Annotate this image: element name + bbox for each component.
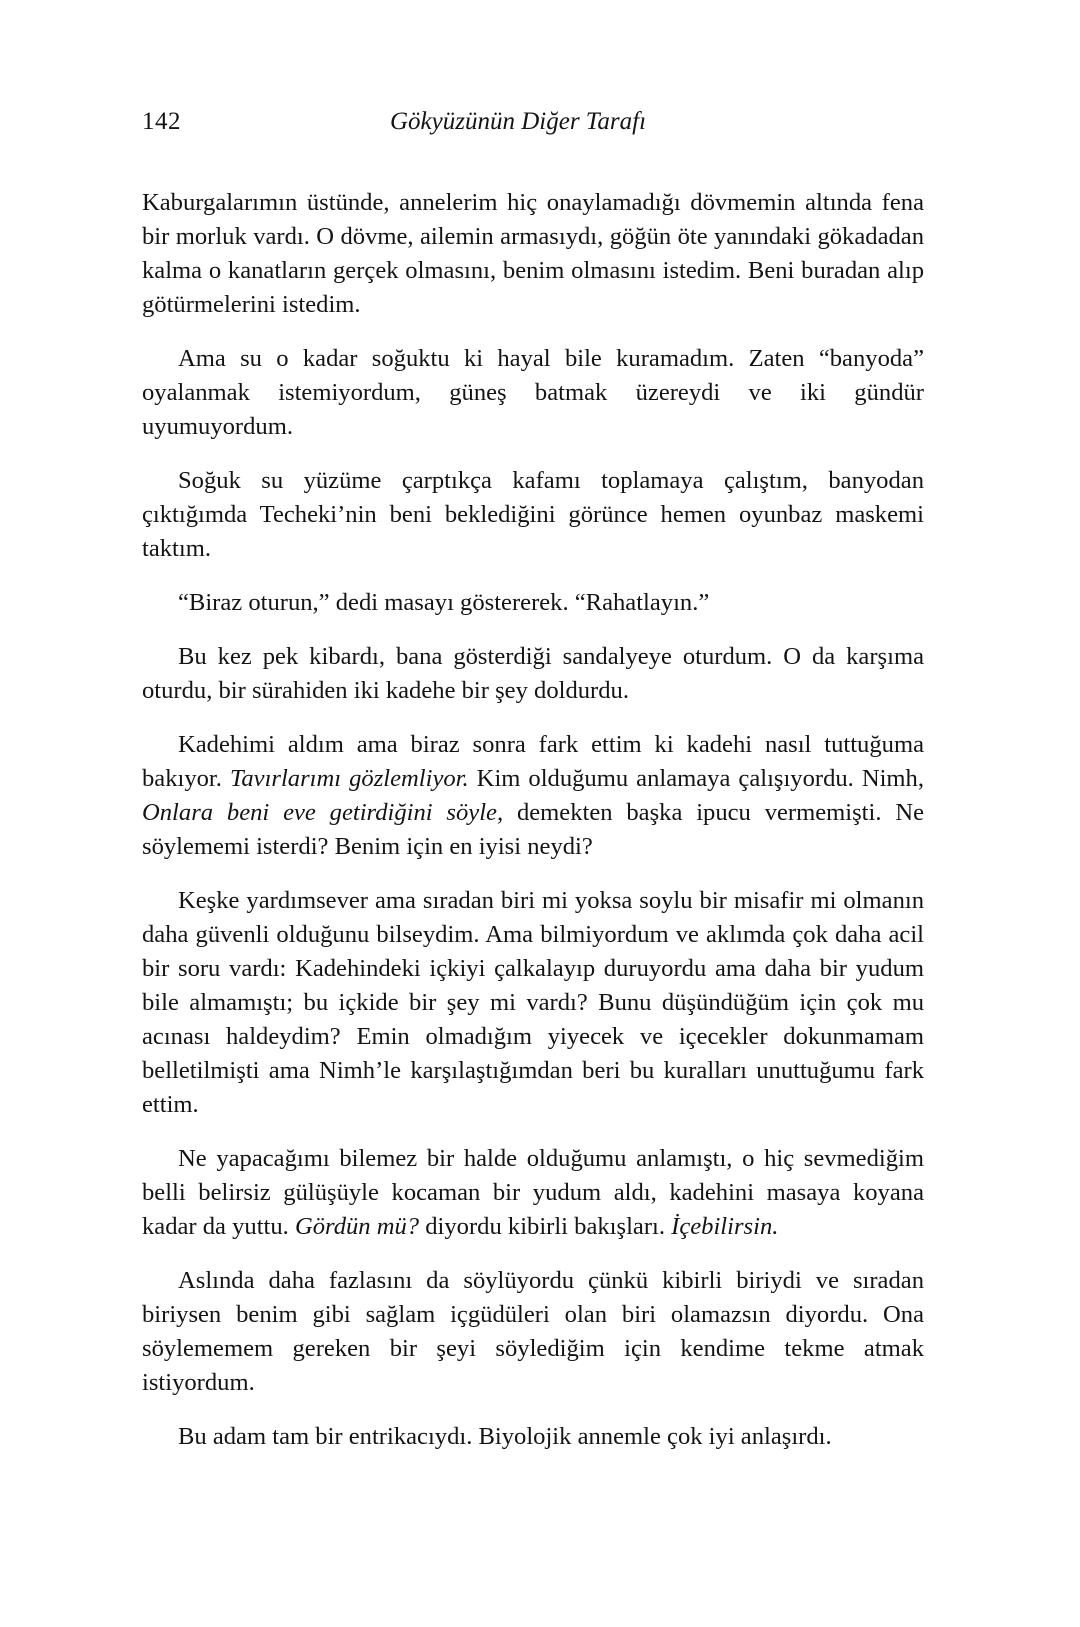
- paragraph: Soğuk su yüzüme çarptıkça kafamı toplamaya çalıştım, banyodan çıktığımda Techeki’nin beni beklediğini görünce hemen oyunbaz maskemi taktım.: [142, 467, 924, 562]
- body-text: [142, 186, 924, 1474]
- paragraph: Ama su o kadar soğuktu ki hayal bile kuramadım. Zaten “banyoda” oyalanmak istemiyordum, güneş batmak üzereydi ve iki gündür uyumuyordum.: [142, 345, 924, 440]
- paragraph: Keşke yardımsever ama sıradan biri mi yoksa soylu bir misafir mi olmanın daha güvenli olduğunu bilseydim. Ama bilmiyordum ve aklımda çok daha acil bir soru vardı: Kadehindeki içkiyi çalkalayıp duruyordu ama daha bir yudum bile almamıştı; bu içkide bir şey mi vardı? Bunu düşündüğüm için çok mu acınası haldeydim? Emin olmadığım yiyecek ve içecekler dokunmamam belletilmişti ama Nimh’le karşılaştığımdan beri bu kuralları unuttuğumu fark ettim.: [142, 887, 924, 1118]
- italic-quote: Onlara beni eve getirdiğini söyle,: [142, 799, 504, 826]
- italic-thought: İçebilirsin.: [671, 1213, 779, 1240]
- text-segment: Kim olduğumu anlamaya çalışıyordu. Nimh,: [468, 765, 925, 792]
- italic-thought: Gördün mü?: [294, 1213, 420, 1240]
- page-number: 142: [142, 108, 181, 135]
- italic-thought: Tavırlarımı gözlemliyor.: [229, 765, 469, 792]
- paragraph: Kaburgalarımın üstünde, annelerim hiç onaylamadığı dövmemin altında fena bir morluk vardı. O dövme, ailemin armasıydı, göğün öte yanındaki gökadadan kalma o kanatların gerçek olmasını, benim olmasını istedim. Beni buradan alıp götürmelerini istedim.: [142, 189, 924, 318]
- paragraph: Bu kez pek kibardı, bana gösterdiği sandalyeye oturdum. O da karşıma oturdu, bir sürahiden iki kadehe bir şey doldurdu.: [142, 643, 924, 704]
- paragraph: [142, 728, 924, 864]
- paragraph: “Biraz oturun,” dedi masayı göstererek. “Rahatlayın.”: [178, 589, 710, 616]
- paragraph: Bu adam tam bir entrikacıydı. Biyolojik annemle çok iyi anlaşırdı.: [178, 1423, 832, 1450]
- text-segment: Ne yapacağımı bilemez bir halde olduğumu anlamıştı, o hiç sevmediğim belli belirsiz gülüşüyle kocaman bir yudum aldı, kadehini masaya koyana kadar da yuttu.: [142, 1145, 924, 1240]
- page-header: [142, 108, 924, 148]
- running-title: Gökyüzünün Diğer Tarafı: [390, 108, 647, 135]
- paragraph: [142, 1142, 924, 1244]
- text-segment: diyordu kibirli bakışları.: [419, 1213, 672, 1240]
- text-segment: demekten başka ipucu vermemişti. Ne söylememi isterdi? Benim için en iyisi neydi?: [142, 799, 924, 860]
- book-page: [142, 0, 924, 1627]
- text-segment: Kadehimi aldım ama biraz sonra fark ettim ki kadehi nasıl tuttuğuma bakıyor.: [142, 731, 924, 792]
- paragraph: Aslında daha fazlasını da söylüyordu çünkü kibirli biriydi ve sıradan biriysen benim gibi sağlam içgüdüleri olan biri olamazsın diyordu. Ona söylememem gereken bir şeyi söylediğim için kendime tekme atmak istiyordum.: [142, 1267, 924, 1396]
